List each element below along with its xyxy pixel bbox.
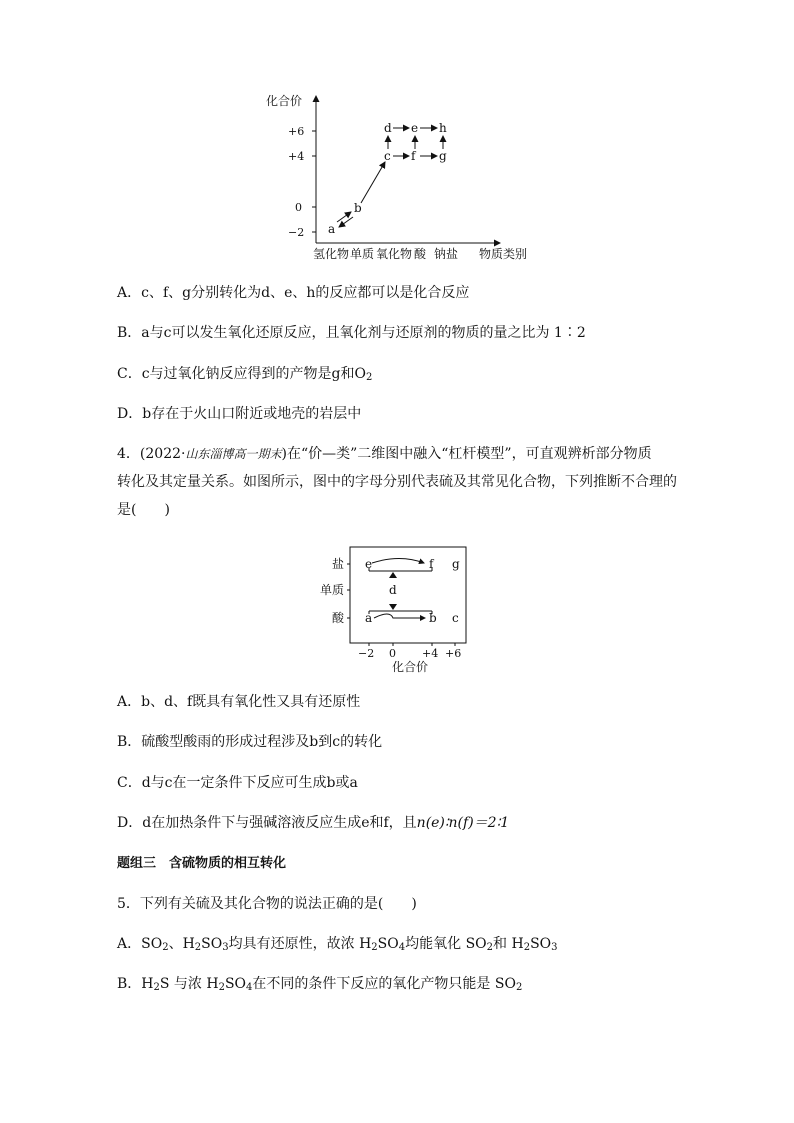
q3-option-c	[117, 364, 372, 384]
q4-option-a	[117, 692, 360, 712]
valence-class-figure-1	[0, 0, 794, 270]
formula-part: SO	[141, 936, 163, 952]
option-text: a与c可以发生氧化还原反应，且氧化剂与还原剂的物质的量之比为 1∶2	[141, 325, 586, 341]
subscript: 2	[162, 942, 169, 953]
point-h: h	[439, 121, 447, 135]
y-axis-label: 化合价	[266, 94, 303, 108]
category-acid: 酸	[414, 247, 427, 261]
subscript: 4	[246, 982, 253, 993]
y-tick-plus4: +4	[288, 150, 305, 163]
point-a: a	[328, 222, 336, 236]
option-text: d与c在一定条件下反应可生成b或a	[141, 775, 358, 791]
option-text: b存在于火山口附近或地壳的岩层中	[142, 406, 362, 422]
point-c: c	[384, 149, 391, 163]
formula-part: 、H	[168, 936, 195, 952]
x-tick-plus4: +4	[422, 647, 439, 660]
point-a: a	[365, 611, 373, 625]
option-text: b、d、f既具有氧化性又具有还原性	[141, 694, 361, 710]
x-tick-minus2: −2	[358, 647, 375, 660]
q4-stem-line-2	[117, 472, 677, 492]
formula-part: 均能氧化 SO	[405, 936, 487, 952]
stem-text: 转化及其定量关系。如图所示，图中的字母分别代表硫及其常见化合物，下列推断不合理的	[117, 474, 677, 490]
q3-option-d	[117, 404, 361, 424]
subscript: 2	[366, 372, 373, 383]
q4-option-c	[117, 773, 358, 793]
q5-option-a	[117, 934, 558, 954]
subscript: 3	[551, 942, 558, 953]
option-label: A．	[117, 285, 142, 301]
point-e: e	[365, 557, 373, 571]
subscript: 4	[398, 942, 406, 953]
point-d: d	[384, 121, 392, 135]
category-sodium-salt: 钠盐	[434, 247, 459, 261]
option-text: c、f、g分别转化为d、e、h的反应都可以是化合反应	[141, 285, 470, 301]
formula-part: 和 H	[493, 936, 524, 952]
formula-part: SO	[530, 936, 552, 952]
q3-option-b	[117, 323, 586, 343]
option-text: d在加热条件下与强碱溶液反应生成e和f，且	[142, 815, 417, 831]
point-c: c	[452, 611, 459, 625]
option-text: 硫酸型酸雨的形成过程涉及b到c的转化	[141, 734, 383, 750]
subscript: 2	[523, 942, 531, 953]
point-b: b	[429, 611, 437, 625]
point-f: f	[429, 557, 434, 571]
acid-fulcrum	[389, 604, 397, 610]
x-tick-plus6: +6	[445, 647, 462, 660]
point-d: d	[389, 583, 397, 597]
option-label: A．	[117, 694, 142, 710]
option-label: C．	[117, 366, 142, 382]
q4-stem-line-1	[117, 444, 652, 464]
category-hydride: 氢化物	[313, 247, 350, 261]
arrow-b-to-c	[361, 162, 385, 203]
category-element: 单质	[350, 247, 375, 261]
subscript: 2	[486, 942, 494, 953]
stem-text: 是( )	[117, 502, 170, 518]
option-label: B．	[117, 976, 142, 992]
point-e: e	[411, 121, 419, 135]
option-label: D．	[117, 406, 143, 422]
subscript: 2	[371, 942, 378, 953]
option-label: A．	[117, 936, 142, 952]
row-label-element: 单质	[320, 583, 345, 597]
formula-part: 在不同的条件下反应的氧化产物只能是 SO	[252, 976, 516, 992]
subscript: 2	[515, 982, 523, 993]
x-tick-zero: 0	[389, 647, 396, 660]
category-oxide: 氧化物	[376, 247, 413, 261]
x-axis-label: 化合价	[392, 660, 429, 674]
x-axis-label: 物质类别	[479, 247, 528, 261]
option-label: B．	[117, 734, 142, 750]
source-name: 山东淄博高一期末	[185, 447, 282, 461]
q5-option-b	[117, 974, 522, 994]
formula-part: SO	[377, 936, 399, 952]
mole-ratio: n(e)∶n(f)＝2∶1	[416, 815, 510, 831]
point-b: b	[354, 201, 362, 215]
y-tick-plus6: +6	[288, 125, 305, 138]
formula-part: 均具有还原性，故浓 H	[228, 936, 372, 952]
option-label: D．	[117, 815, 143, 831]
q4-option-b	[117, 732, 382, 752]
y-tick-zero: 0	[295, 201, 302, 214]
arrow-e-to-f	[372, 559, 424, 564]
row-label-acid: 酸	[332, 611, 345, 625]
section-title: 题组三 含硫物质的相互转化	[117, 856, 287, 871]
stem-text: )在“价—类”二维图中融入“杠杆模型”，可直观辨析部分物质	[281, 446, 652, 462]
formula-part: SO	[201, 936, 223, 952]
formula-part: H	[141, 976, 154, 992]
q4-option-d	[117, 813, 509, 833]
subscript: 2	[218, 982, 225, 993]
q3-option-a	[117, 283, 469, 303]
option-text: c与过氧化钠反应得到的产物是g和O	[141, 366, 366, 382]
source-prefix: (2022·	[139, 446, 186, 462]
subscript: 2	[194, 942, 202, 953]
option-label: C．	[117, 775, 142, 791]
row-label-salt: 盐	[332, 557, 345, 571]
arrow-a-to-b	[374, 614, 425, 618]
q5-stem: 5．下列有关硫及其化合物的说法正确的是( )	[117, 896, 417, 912]
q4-stem-line-3	[117, 500, 170, 520]
formula-part: S 与浓 H	[159, 976, 219, 992]
point-g: g	[452, 557, 460, 571]
subscript: 3	[222, 942, 229, 953]
formula-part: SO	[224, 976, 247, 992]
salt-fulcrum	[389, 572, 397, 578]
y-tick-minus2: −2	[288, 226, 305, 239]
question-number: 4．	[117, 446, 140, 462]
point-g: g	[439, 149, 447, 163]
point-f: f	[411, 149, 416, 163]
option-label: B．	[117, 325, 142, 341]
subscript: 2	[153, 982, 160, 993]
